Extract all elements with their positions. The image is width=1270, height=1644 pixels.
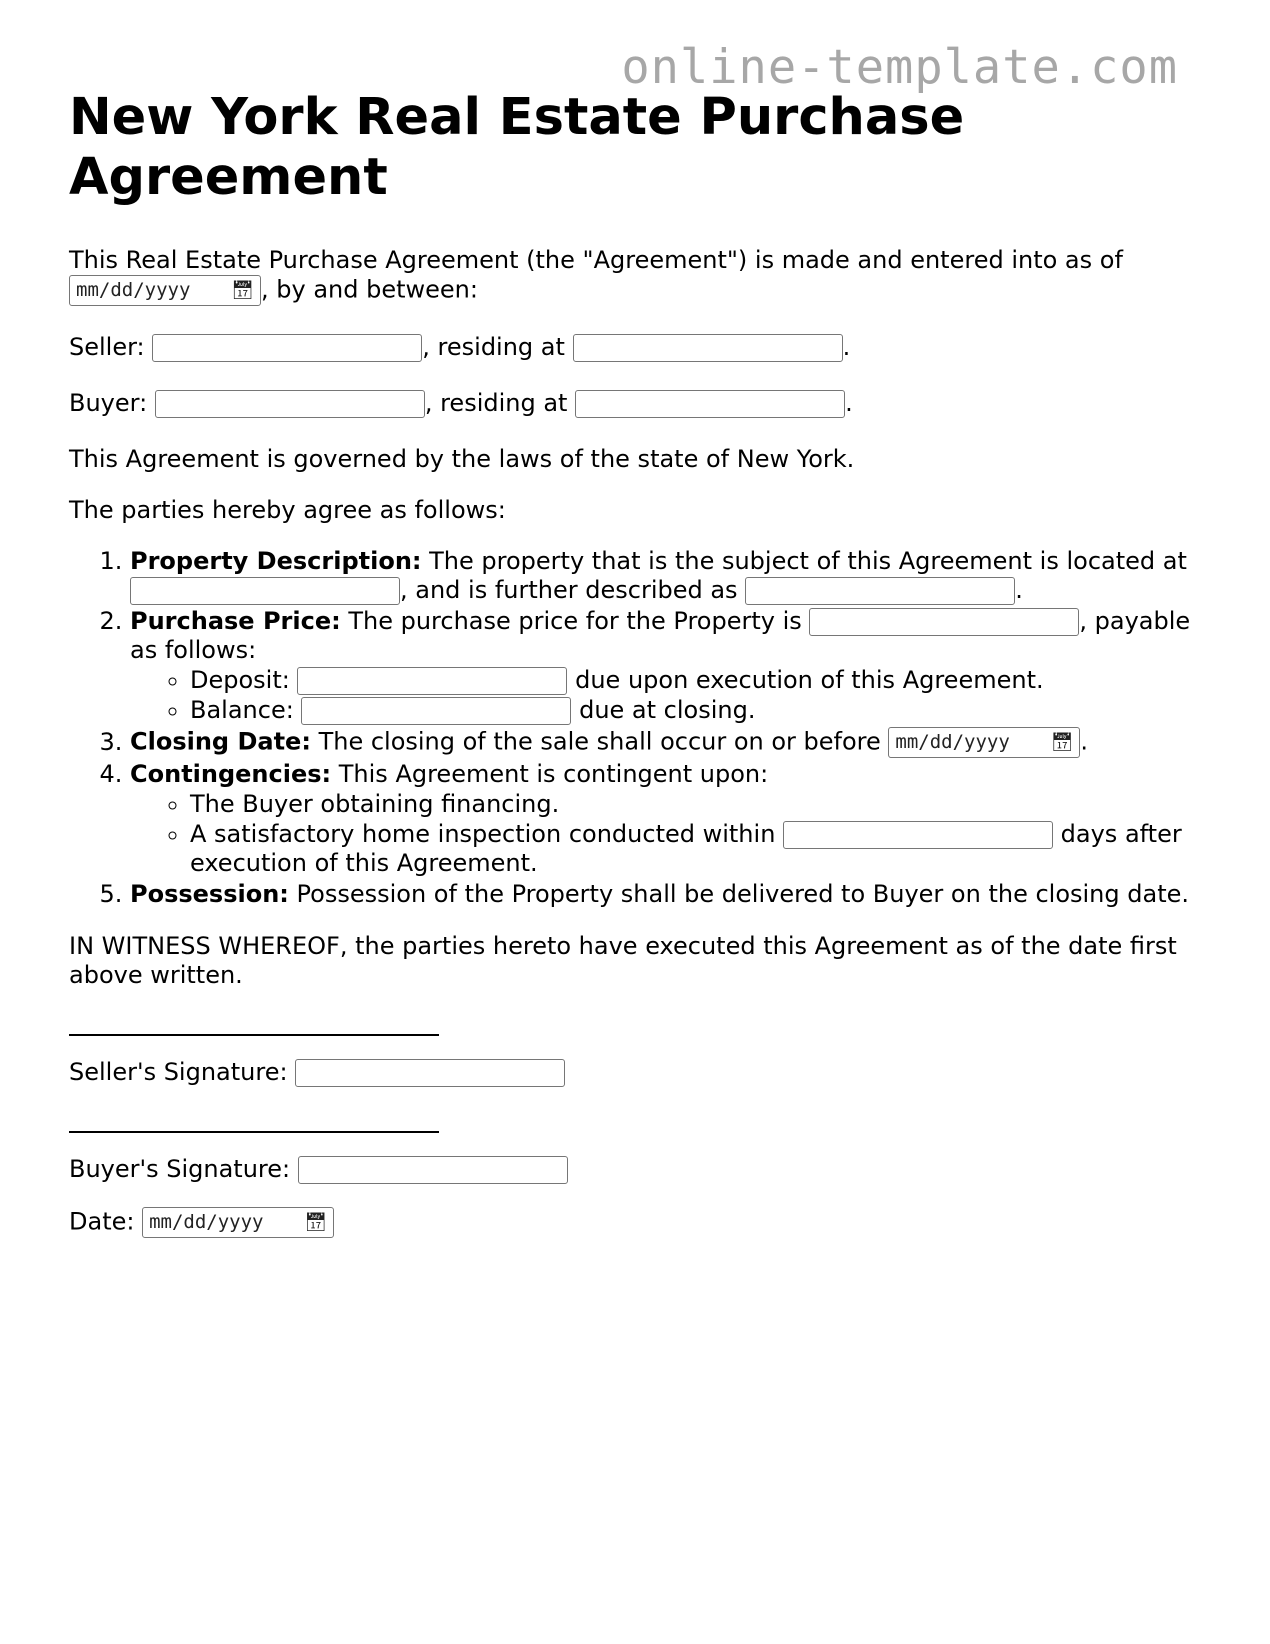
contingency-list — [130, 790, 1209, 878]
intro-paragraph — [69, 246, 1209, 306]
watermark: online-template.com — [621, 40, 1178, 95]
page-title: New York Real Estate Purchase Agreement — [69, 88, 965, 207]
intro-text: This Real Estate Purchase Agreement (the "Agreement") is made and entered into as of — [69, 246, 1123, 274]
payment-list — [130, 666, 1209, 725]
inspection-item: ◦ A satisfactory home inspection conducted within days after execution of this Agreement. — [190, 820, 1209, 878]
buyer-signature-row: Buyer's Signature: — [69, 1155, 1209, 1184]
term-possession: 5. Possession: Possession of the Property shall be delivered to Buyer on the closing date. — [130, 880, 1209, 909]
seller-row: Seller: , residing at . — [69, 333, 851, 361]
buyer-signature-input[interactable] — [298, 1156, 568, 1184]
buyer-residing-label: , residing at — [424, 389, 568, 417]
closing-date-input[interactable]: mm/dd/yyyy 📅︎ — [888, 727, 1080, 758]
buyer-row: Buyer: , residing at . — [69, 389, 853, 417]
balance-input[interactable] — [301, 697, 571, 725]
buyer-name-input[interactable] — [155, 390, 425, 418]
parties-agree: The parties hereby agree as follows: — [69, 496, 506, 524]
seller-signature-line — [69, 1034, 439, 1036]
term-closing-date: 3. Closing Date: The closing of the sale shall occur on or before mm/dd/yyyy 📅︎ . — [130, 727, 1209, 758]
deposit-input[interactable] — [297, 667, 567, 695]
deposit-item: ◦ Deposit: due upon execution of this Agreement. — [190, 666, 1209, 695]
term-contingencies: 4. Contingencies: This Agreement is contingent upon: ◦ The Buyer obtaining financing. ◦ A satisfactory home inspection conducted within days after execution of this Agreement. — [130, 760, 1209, 878]
seller-signature-row: Seller's Signature: — [69, 1058, 1209, 1087]
witness-clause: IN WITNESS WHEREOF, the parties hereto have executed this Agreement as of the date first above written. — [69, 932, 1177, 989]
buyer-address-input[interactable] — [575, 390, 845, 418]
intro-suffix: , by and between: — [261, 275, 478, 304]
calendar-icon[interactable]: 📅︎ — [1050, 731, 1074, 753]
seller-label: Seller: — [69, 333, 145, 361]
calendar-icon[interactable]: 📅︎ — [231, 279, 254, 301]
property-description-input[interactable] — [745, 577, 1015, 605]
signature-date-input[interactable]: mm/dd/yyyy 📅︎ — [142, 1207, 334, 1238]
seller-address-input[interactable] — [573, 334, 843, 362]
seller-signature-input[interactable] — [295, 1059, 565, 1087]
property-location-input[interactable] — [130, 577, 400, 605]
balance-item: ◦ Balance: due at closing. — [190, 696, 1209, 725]
purchase-price-input[interactable] — [809, 608, 1079, 636]
governing-law: This Agreement is governed by the laws of the state of New York. — [69, 445, 855, 473]
seller-residing-label: , residing at — [422, 333, 565, 361]
inspection-days-input[interactable] — [783, 821, 1053, 849]
buyer-label: Buyer: — [69, 389, 148, 417]
seller-name-input[interactable] — [152, 334, 422, 362]
signature-date-row: Date: mm/dd/yyyy 📅︎ — [69, 1207, 1209, 1238]
agreement-form — [69, 88, 1209, 1238]
term-purchase-price: 2. Purchase Price: The purchase price for the Property is , payable as follows: ◦ Deposit: due upon execution of this Agreement. ◦ Balance: due at closing. — [130, 607, 1209, 725]
financing-item: ◦ The Buyer obtaining financing. — [190, 790, 1209, 819]
calendar-icon[interactable]: 📅︎ — [304, 1211, 328, 1233]
term-property-description: 1. Property Description: The property that is the subject of this Agreement is located at , and is further described as . — [130, 547, 1209, 605]
agreement-date-input[interactable]: mm/dd/yyyy 📅︎ — [69, 275, 261, 306]
terms-list — [69, 547, 1209, 909]
buyer-signature-line — [69, 1131, 439, 1133]
